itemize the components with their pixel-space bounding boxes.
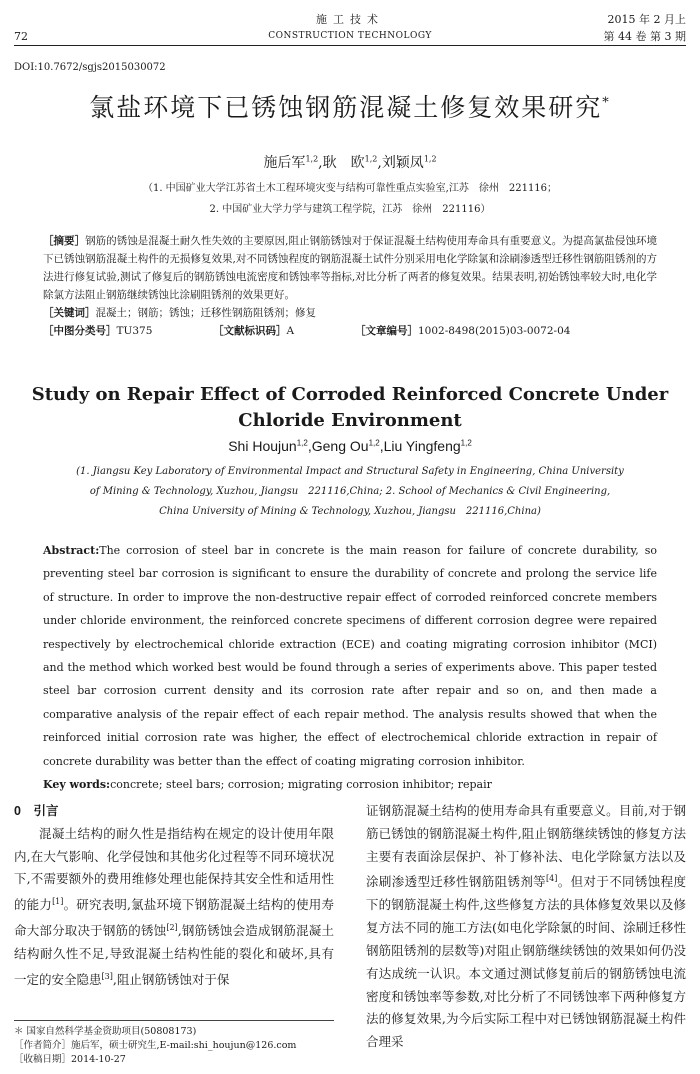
author-en-3: Liu Yingfeng [383,438,461,454]
author-bio-label: ［作者简介］ [14,1040,72,1051]
author-1: 施后军 [263,155,306,171]
fund-note: ＊ 国家自然科学基金资助项目(50808173) [14,1026,197,1037]
journal-name [14,11,686,45]
author-3-sup: 1,2 [423,154,437,164]
citation-3: [3] [101,971,113,981]
volume-issue: 第 44 卷 第 3 期 [603,30,686,43]
author-1-sup: 1,2 [305,154,319,164]
received-date-value: 2014-10-27 [71,1054,126,1065]
title-cn-text: 氯盐环境下已锈蚀钢筋混凝土修复效果研究 [89,93,603,122]
section-number: 0 [14,804,21,818]
abstract-cn-body [43,232,657,304]
body-right-column [366,800,686,1054]
issue-date: 2015 年 2 月上 [607,13,686,26]
received-date [14,1053,334,1067]
affiliation-cn-line-2: 2. 中国矿业大学力学与建筑工程学院，江苏 徐州 221116） [209,204,491,215]
author-bio-text: 施后军，硕士研究生,E-mail:shi_houjun@126.com [71,1040,297,1051]
issue-info [604,11,686,45]
article-number [355,322,570,340]
abstract-en-label: Abstract: [43,544,100,557]
author-en-2: Geng Ou [311,438,369,454]
affiliations-en [40,462,660,522]
section-title: 引言 [33,804,59,818]
author-en-2-sup: 1,2 [368,438,380,448]
citation-1: [1] [52,897,64,907]
doc-code-label: ［文献标识码］ [213,325,287,337]
abstract-en-text: The corrosion of steel bar in concrete is the main reason for failure of concrete durability, so preventing steel bar corrosion is significant to ensure the durability of concrete and prolong the service life of structure. In order to improve the non-destructive repair effect of corroded reinforced concrete members under chloride environment, the reinforced concrete specimens of different corrosion degree were repaired respectively by electrochemical chloride extraction (ECE) and coating migrating corrosion inhibitor (MCI) and the method which worked best would be found through a series of experiments above. This paper tested steel bar corrosion current density and its corrosion rate after repair and so on, and then made a comparative analysis of the repair effect of each repair method. The analysis results showed that when the reinforced initial corrosion rate was higher, the effect of electrochemical chloride extraction in repair of concrete durability was better than the effect of coating migrating corrosion inhibitor. [43,544,657,768]
authors-en: Shi Houjun$^{1,2}$,Geng Ou$^{1,2}$,Liu Yingfeng$^{1,2}$ [228,438,472,454]
title-cn [0,88,700,124]
doc-code [213,322,294,340]
authors-cn: 施后军$^{1,2}$,耿 欧$^{1,2}$,刘颖凤$^{1,2}$ [263,154,437,171]
keywords-cn [43,304,657,322]
intro-paragraph-continued [366,800,686,1054]
body-left-column [14,800,334,992]
intro-text-4: ,阻止钢筋锈蚀对于保 [112,972,230,988]
citation-2: [2] [166,923,178,933]
article-number-label: ［文章编号］ [355,325,418,337]
author-2-sup: 1,2 [364,154,378,164]
intro-text-2: 。研究表明,氯盐环境下钢筋混凝土结构的使用寿命大部分取决于钢筋的锈蚀 [14,897,334,939]
clc-number [43,322,152,340]
affiliation-en-line-1: (1. Jiangsu Key Laboratory of Environmental Impact and Structural Safety in Engineering, China University [76,466,624,477]
article-number-value: 1002-8498(2015)03-0072-04 [418,325,571,337]
affiliation-cn-line-1: （1. 中国矿业大学江苏省土木工程环境灾变与结构可靠性重点实验室,江苏 徐州 221116； [142,183,558,194]
running-header [14,6,686,46]
journal-name-cn: 施工技术 [316,13,384,26]
intro-text-5: 证钢筋混凝土结构的使用寿命具有重要意义。目前,对于钢筋已锈蚀的钢筋混凝土构件,阻止钢筋继续锈蚀的修复方法主要有表面涂层保护、补丁修补法、电化学除氯方法以及涂刷渗透型迁移性钢筋阻锈剂等 [366,803,686,890]
author-en-3-sup: 1,2 [460,438,472,448]
keywords-cn-text: 混凝土；钢筋；锈蚀；迁移性钢筋阻锈剂；修复 [95,307,316,319]
abstract-cn-label: ［摘要］ [43,235,86,247]
citation-4: [4] [546,874,558,884]
footnote [14,1020,334,1067]
keywords-en [43,773,657,796]
affiliations-cn [30,178,670,220]
affiliation-en-line-2: of Mining & Technology, Xuzhou, Jiangsu 221116,China; 2. School of Mechanics & Civil Engineering, [89,486,611,497]
clc-value: TU375 [116,325,153,337]
intro-text-1: 混凝土结构的耐久性是指结构在规定的设计使用年限内,在大气影响、化学侵蚀和其他劣化过程等不同环境状况下,不需要额外的费用维修处理也能保持其安全性和适用性的能力 [14,825,334,913]
doi: DOI:10.7672/sgjs2015030072 [14,62,166,73]
received-date-label: ［收稿日期］ [14,1054,72,1065]
intro-paragraph [14,823,334,992]
journal-name-en: CONSTRUCTION TECHNOLOGY [268,31,432,41]
abstract-en-body [43,539,657,773]
author-en-1-sup: 1,2 [296,438,308,448]
page-number: 72 [14,30,28,43]
keywords-en-label: Key words: [43,778,111,792]
section-heading [14,800,334,823]
abstract-cn [43,232,657,340]
clc-label: ［中图分类号］ [43,325,117,337]
affiliation-en-line-3: China University of Mining & Technology, Xuzhou, Jiangsu 221116,China) [159,506,541,517]
author-2: 耿 欧 [322,155,365,171]
intro-text-6: 。但对于不同锈蚀程度下的钢筋混凝土构件,这些修复方法的具体修复效果以及修复方法不同的施工方法(如电化学除氯的时间、涂刷迁移性钢筋阻锈剂的层数等)对阻止钢筋继续锈蚀的效果如何仍没有达成统一认识。本文通过测试修复前后的钢筋锈蚀电流密度和锈蚀率等参数,对比分析了不同锈蚀率下两种修复方法的修复效果,为今后实际工程中对已锈蚀钢筋混凝土构件合理采 [366,874,686,1050]
intro-text-3: ,钢筋锈蚀会造成钢筋混凝土结构耐久性不足,导致混凝土结构性能的裂化和破坏,具有一定的安全隐患 [14,923,334,988]
keywords-cn-label: ［关键词］ [43,307,96,319]
author-bio [14,1039,334,1053]
abstract-cn-text: 钢筋的锈蚀是混凝土耐久性失效的主要原因,阻止钢筋锈蚀对于保证混凝土结构使用寿命具有重要意义。为提高氯盐侵蚀环境下已锈蚀钢筋混凝土构件的无损修复效果,对不同锈蚀程度的钢筋混凝土试件分别采用电化学除氯和涂刷渗透型迁移性钢筋阻锈剂的方法进行修复试验,测试了修复后的钢筋锈蚀电流密度和锈蚀率等指标,对比分析了两者的修复效果。结果表明,初始锈蚀率较大时,电化学除氯方法阻止钢筋继续锈蚀比涂刷阻锈剂的效果更好。 [43,235,658,301]
doc-code-value: A [286,325,295,337]
author-en-1: Shi Houjun [228,438,297,454]
title-en: Study on Repair Effect of Corroded Reinforced Concrete Under Chloride Environment [31,384,669,431]
classification-row [43,322,657,340]
keywords-en-text: concrete; steel bars; corrosion; migrating corrosion inhibitor; repair [110,778,492,792]
abstract-en [43,539,657,796]
author-3: 刘颖凤 [381,155,424,171]
title-footnote-mark: * [602,95,611,111]
